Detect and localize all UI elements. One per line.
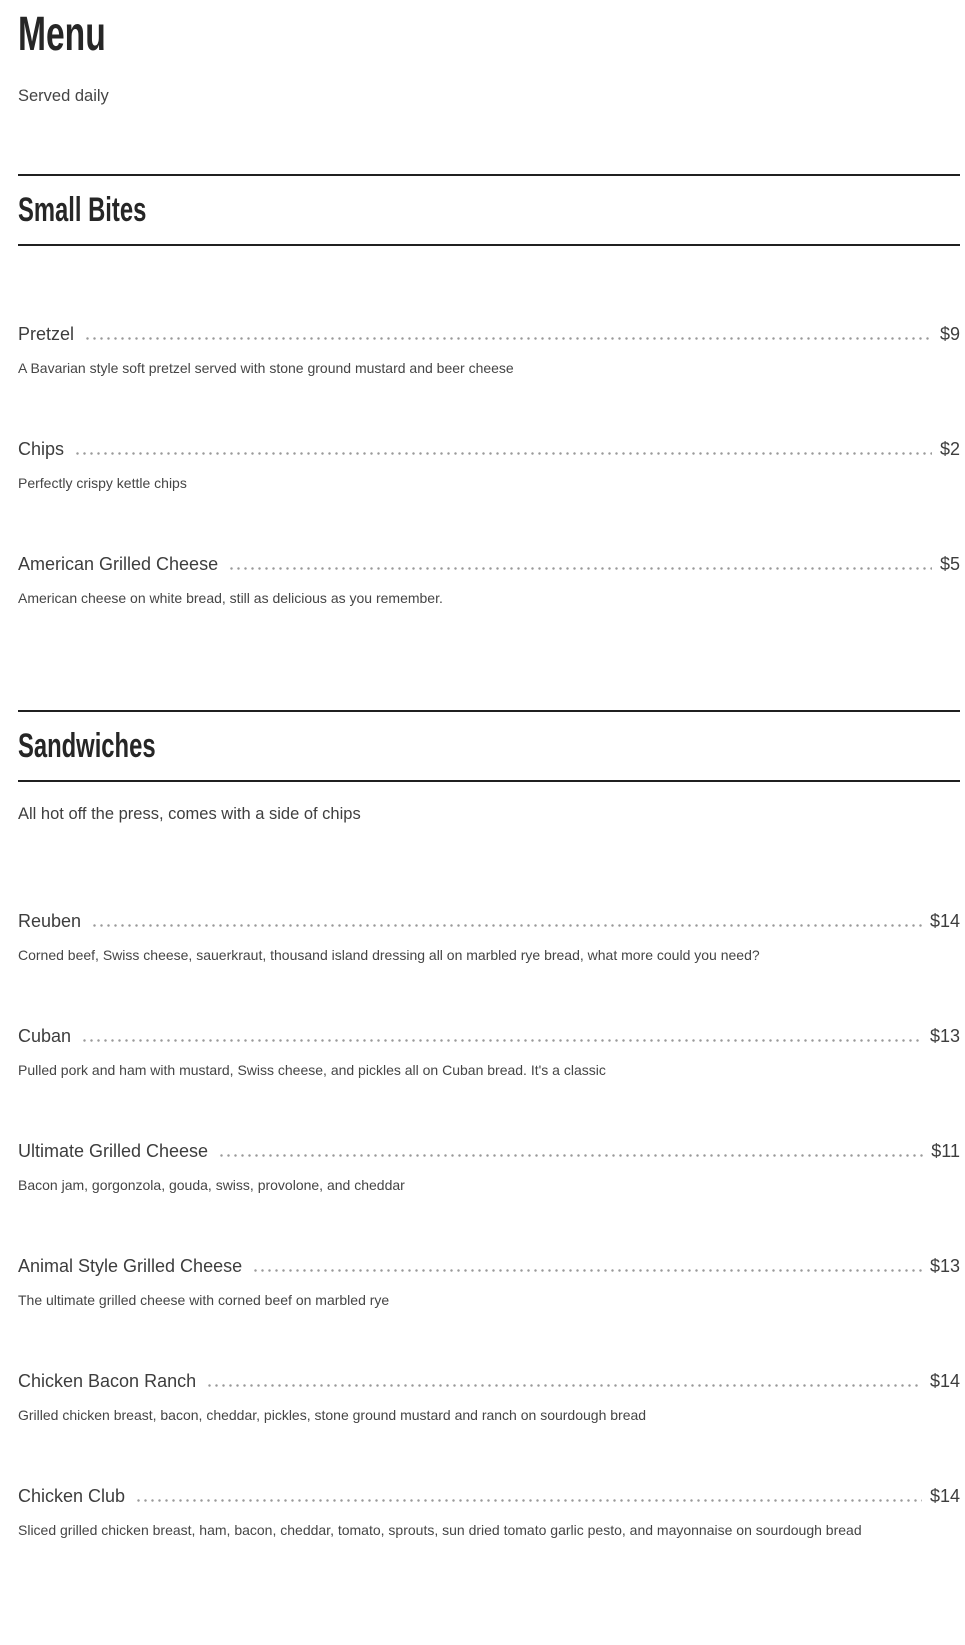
menu-item-name: Pretzel [18, 324, 75, 344]
dotted-leader [81, 1039, 922, 1042]
menu-item-description: Perfectly crispy kettle chips [18, 475, 187, 491]
menu-item-description: Bacon jam, gorgonzola, gouda, swiss, provolone, and cheddar [18, 1177, 405, 1193]
dotted-leader [74, 452, 932, 455]
dotted-leader [206, 1384, 922, 1387]
section-small-bites-title [18, 192, 960, 228]
menu-item-row [18, 1369, 960, 1393]
page-subtitle: Served daily [18, 87, 109, 105]
dotted-leader [252, 1269, 922, 1272]
menu-item-description: Corned beef, Swiss cheese, sauerkraut, thousand island dressing all on marbled rye bread, what more could you need? [18, 947, 760, 963]
menu-item-description: Sliced grilled chicken breast, ham, bacon, cheddar, tomato, sprouts, sun dried tomato garlic pesto, and mayonnaise on sourdough bread [18, 1522, 862, 1538]
menu-item-name: Cuban [18, 1026, 72, 1046]
menu-item-description: The ultimate grilled cheese with corned beef on marbled rye [18, 1292, 390, 1308]
page-title [18, 10, 960, 60]
section-sandwiches-title-text: Sandwiches [18, 727, 156, 765]
menu-item-price: $5 [939, 554, 960, 574]
menu-item-row [18, 437, 960, 461]
menu-item-description: Grilled chicken breast, bacon, cheddar, pickles, stone ground mustard and ranch on sourdough bread [18, 1407, 647, 1423]
dotted-leader [91, 924, 922, 927]
menu-item-row [18, 909, 960, 933]
section-small-bites-title-text: Small Bites [18, 191, 147, 229]
section-sandwiches [18, 710, 960, 1540]
dotted-leader [218, 1154, 923, 1157]
section-small-bites-header [18, 174, 960, 246]
menu-item-row [18, 1024, 960, 1048]
menu-item-price: $11 [931, 1141, 960, 1161]
menu-item-price: $9 [939, 324, 960, 344]
dotted-leader [228, 567, 932, 570]
menu-item-reuben [18, 909, 960, 965]
menu-item-name: Ultimate Grilled Cheese [18, 1141, 209, 1161]
menu-item-row [18, 1254, 960, 1278]
section-small-bites [18, 174, 960, 608]
menu-item-row [18, 1139, 960, 1163]
menu-item-price: $14 [929, 911, 960, 931]
menu-item-name: American Grilled Cheese [18, 554, 219, 574]
menu-item-name: Chicken Club [18, 1486, 126, 1506]
menu-item-description: American cheese on white bread, still as delicious as you remember. [18, 590, 443, 606]
menu-item-row [18, 322, 960, 346]
page-title-text: Menu [18, 8, 106, 61]
menu-item-row [18, 1484, 960, 1508]
menu-item-pretzel [18, 322, 960, 378]
menu-item-price: $13 [929, 1256, 960, 1276]
menu-item-american-grilled-cheese [18, 552, 960, 608]
menu-item-price: $14 [929, 1486, 960, 1506]
menu-item-name: Reuben [18, 911, 82, 931]
menu-item-chips [18, 437, 960, 493]
menu-item-chicken-bacon-ranch [18, 1369, 960, 1425]
menu-item-row [18, 552, 960, 576]
section-sandwiches-header [18, 710, 960, 782]
menu-item-animal-style-grilled-cheese [18, 1254, 960, 1310]
menu-item-chicken-club [18, 1484, 960, 1540]
menu-item-description: Pulled pork and ham with mustard, Swiss cheese, and pickles all on Cuban bread. It's a classic [18, 1062, 606, 1078]
menu-item-price: $2 [939, 439, 960, 459]
sandwiches-items [18, 909, 960, 1540]
dotted-leader [135, 1499, 922, 1502]
menu-item-name: Chips [18, 439, 65, 459]
menu-header [18, 10, 960, 106]
section-sandwiches-title [18, 728, 960, 764]
menu-item-description: A Bavarian style soft pretzel served with stone ground mustard and beer cheese [18, 360, 514, 376]
menu-item-price: $13 [929, 1026, 960, 1046]
menu-item-cuban [18, 1024, 960, 1080]
small-bites-items [18, 322, 960, 608]
section-sandwiches-note: All hot off the press, comes with a side of chips [18, 805, 361, 823]
menu-item-name: Animal Style Grilled Cheese [18, 1256, 243, 1276]
dotted-leader [84, 337, 932, 340]
menu-item-ultimate-grilled-cheese [18, 1139, 960, 1195]
menu-item-name: Chicken Bacon Ranch [18, 1371, 197, 1391]
menu-item-price: $14 [929, 1371, 960, 1391]
